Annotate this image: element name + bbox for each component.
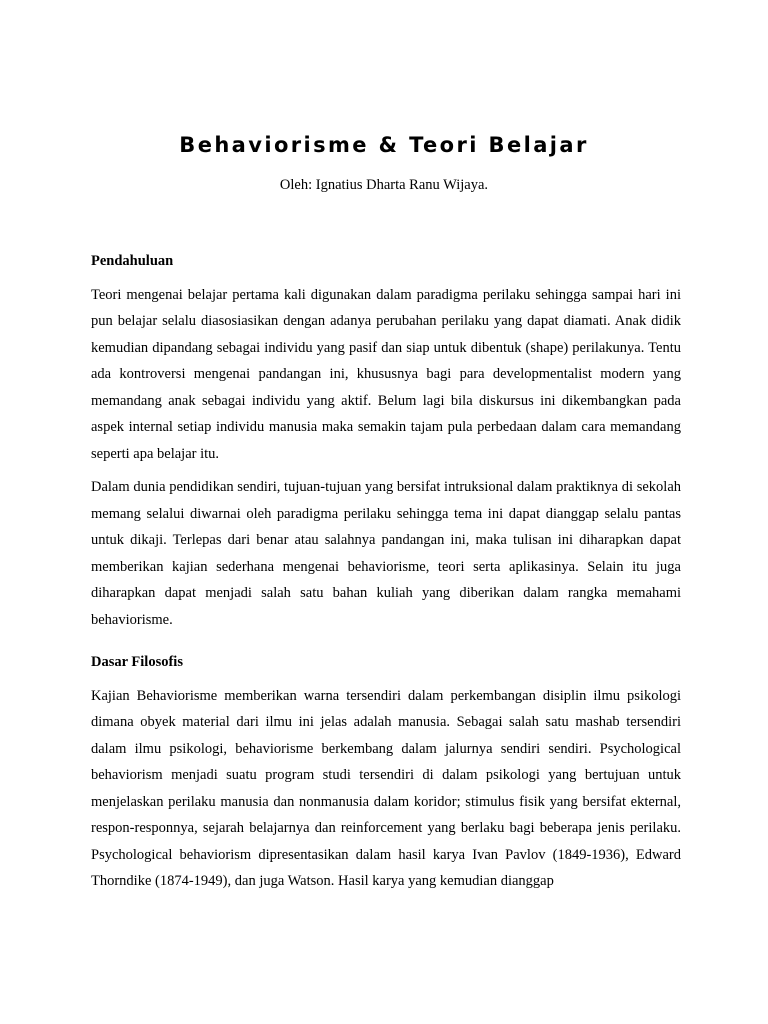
section-pendahuluan <box>91 248 681 633</box>
paragraph: Kajian Behaviorisme memberikan warna tersendiri dalam perkembangan disiplin ilmu psikologi dimana obyek material dari ilmu ini jelas adalah manusia. Sebagai salah satu mashab tersendiri dalam ilmu psikologi, behaviorisme berkembang dalam jalurnya sendiri sendiri. Psychological behaviorism menjadi suatu program studi tersendiri di dalam psikologi yang bertujuan untuk menjelaskan perilaku manusia dan nonmanusia dalam koridor; stimulus fisik yang bersifat ekternal, respon-responnya, sejarah belajarnya dan reinforcement yang berlaku bagi beberapa jenis perilaku. Psychological behaviorism dipresentasikan dalam hasil karya Ivan Pavlov (1849-1936), Edward Thorndike (1874-1949), dan juga Watson. Hasil karya yang kemudian dianggap <box>91 687 681 889</box>
section-dasar-filosofis <box>91 649 681 895</box>
paragraph: Teori mengenai belajar pertama kali digunakan dalam paradigma perilaku sehingga sampai hari ini pun belajar selalu diasosiasikan dengan adanya perubahan perilaku yang dapat diamati. Anak didik kemudian dipandang sebagai individu yang pasif dan siap untuk dibentuk (shape) perilakunya. Tentu ada kontroversi mengenai pandangan ini, khususnya bagi para developmentalist modern yang memandang anak sebagai individu yang aktif. Belum lagi bila diskursus ini dikembangkan pada aspek internal setiap individu manusia maka semakin tajam pula perbedaan dalam cara memandang seperti apa belajar itu. <box>91 286 681 462</box>
paragraph: Dalam dunia pendidikan sendiri, tujuan-tujuan yang bersifat intruksional dalam praktiknya di sekolah memang selalui diwarnai oleh paradigma perilaku sehingga tema ini dapat dianggap selalu pantas untuk dikaji. Terlepas dari benar atau salahnya pandangan ini, maka tulisan ini diharapkan dapat memberikan kajian sederhana mengenai behaviorisme, teori serta aplikasinya. Selain itu juga diharapkan dapat menjadi salah satu bahan kuliah yang diberikan dalam rangka memahami behaviorisme. <box>91 479 681 628</box>
document-author: Oleh: Ignatius Dharta Ranu Wijaya. <box>279 177 489 193</box>
document-title: Behaviorisme & Teori Belajar <box>179 133 589 157</box>
section-heading: Pendahuluan <box>91 253 174 269</box>
section-heading: Dasar Filosofis <box>91 654 183 670</box>
